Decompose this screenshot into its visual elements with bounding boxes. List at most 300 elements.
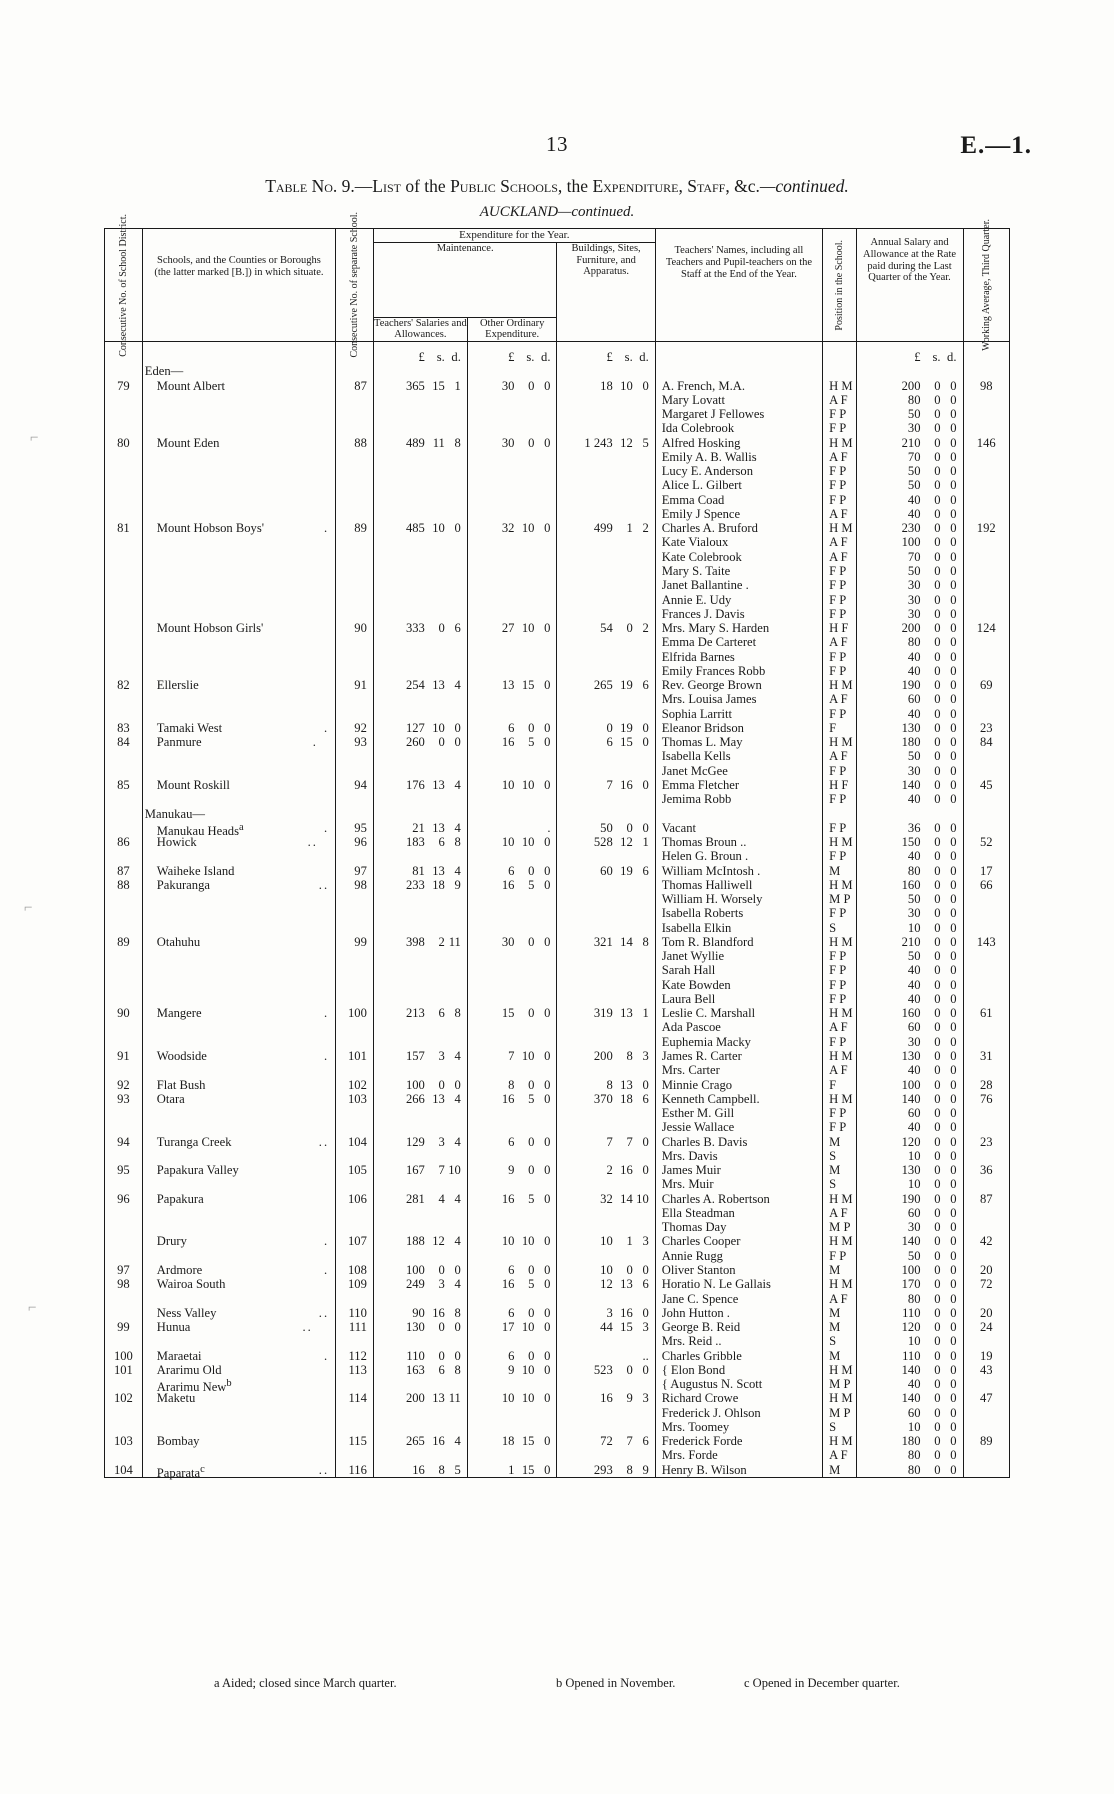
table-row: 6 15 0 bbox=[606, 735, 649, 750]
table-row bbox=[557, 906, 648, 920]
table-row: F P bbox=[829, 563, 847, 578]
table-row: £ s. d. bbox=[914, 350, 957, 364]
table-row bbox=[557, 949, 648, 963]
table-row bbox=[964, 493, 1010, 507]
table-row bbox=[964, 963, 1010, 977]
table-row: 30 0 0 bbox=[907, 578, 957, 593]
table-row bbox=[557, 664, 648, 678]
table-row: 66 bbox=[979, 877, 993, 892]
table-row bbox=[557, 535, 648, 549]
table-row: 61 bbox=[979, 1006, 993, 1021]
table-row: H M bbox=[829, 435, 853, 450]
table-row: 110 bbox=[348, 1305, 367, 1320]
table-row: F P bbox=[829, 949, 847, 964]
table-row: Elfrida Barnes bbox=[661, 649, 735, 664]
table-row bbox=[143, 393, 335, 407]
table-row: 50 0 0 bbox=[907, 464, 957, 479]
table-row: Charles Cooper bbox=[661, 1234, 741, 1249]
table-row bbox=[557, 478, 648, 492]
table-row: 50 0 0 bbox=[907, 407, 957, 422]
table-row bbox=[336, 1377, 367, 1391]
table-row: Papakura Valley bbox=[156, 1163, 239, 1178]
table-row bbox=[336, 749, 367, 763]
teacher-names bbox=[656, 342, 822, 1477]
table-row: James R. Carter bbox=[661, 1049, 742, 1064]
table-row: A F bbox=[829, 1291, 848, 1306]
col-annual-salary-label: Annual Salary and Allowance at the Rate paid during the Last Quarter of the Year. bbox=[863, 237, 957, 284]
table-row: 190 0 0 bbox=[901, 678, 957, 693]
table-row bbox=[336, 450, 367, 464]
table-row bbox=[105, 892, 142, 906]
table-row bbox=[964, 1020, 1010, 1034]
table-row: Howick .. bbox=[156, 835, 318, 850]
table-row bbox=[557, 564, 648, 578]
table-row bbox=[105, 1020, 142, 1034]
table-row: Mrs. Carter bbox=[661, 1063, 720, 1078]
table-row: 104 bbox=[113, 1462, 133, 1477]
table-row: M bbox=[829, 1320, 841, 1335]
table-row: Rev. George Brown bbox=[661, 678, 762, 693]
table-row bbox=[374, 949, 461, 963]
table-row: H M bbox=[829, 1191, 853, 1206]
table-row bbox=[468, 635, 551, 649]
table-row bbox=[336, 1063, 367, 1077]
table-row bbox=[468, 450, 551, 464]
table-row: Ellerslie bbox=[156, 678, 199, 693]
table-row bbox=[374, 1149, 461, 1163]
table-row bbox=[336, 963, 367, 977]
table-row bbox=[143, 1149, 335, 1163]
table-row: 18 10 0 bbox=[600, 378, 649, 393]
table-row bbox=[964, 478, 1010, 492]
table-row bbox=[964, 764, 1010, 778]
table-row: Isabella Elkin bbox=[661, 920, 732, 935]
table-row: 96 bbox=[117, 1191, 130, 1206]
table-row bbox=[557, 1406, 648, 1420]
table-row: M bbox=[829, 1163, 841, 1178]
table-row: Mount Hobson Girls' bbox=[156, 621, 264, 636]
table-row: F P bbox=[829, 977, 847, 992]
table-row bbox=[964, 921, 1010, 935]
table-row: 50 0 0 bbox=[907, 563, 957, 578]
table-row: Mount Roskill bbox=[156, 777, 230, 792]
table-row: Kenneth Campbell. bbox=[661, 1091, 760, 1106]
table-row bbox=[557, 892, 648, 906]
table-row bbox=[468, 1206, 551, 1220]
table-row: 8 13 0 bbox=[606, 1077, 649, 1092]
table-row: Mangere . bbox=[156, 1006, 330, 1021]
table-row: Tom R. Blandford bbox=[661, 934, 754, 949]
table-row: 210 0 0 bbox=[901, 934, 957, 949]
table-row: S bbox=[829, 1334, 837, 1349]
table-row bbox=[143, 749, 335, 763]
table-row bbox=[468, 393, 551, 407]
table-row bbox=[105, 1106, 142, 1120]
table-row: F P bbox=[829, 407, 847, 422]
table-row: £ s. d. bbox=[606, 350, 649, 364]
table-row bbox=[557, 650, 648, 664]
table-row bbox=[105, 1177, 142, 1191]
table-row: 111 bbox=[348, 1320, 367, 1335]
cell-school-col bbox=[142, 342, 335, 1478]
table-row: 40 0 0 bbox=[907, 706, 957, 721]
table-row bbox=[105, 921, 142, 935]
table-row: 233 18 9 bbox=[405, 877, 461, 892]
table-row bbox=[336, 1177, 367, 1191]
caption-etc: , &c. bbox=[725, 176, 760, 196]
table-row: M bbox=[829, 863, 841, 878]
caption-comma2: , bbox=[678, 176, 688, 196]
table-row: 92 bbox=[117, 1077, 130, 1092]
table-row bbox=[336, 1206, 367, 1220]
table-row: 80 0 0 bbox=[907, 635, 957, 650]
table-row: Mrs. Reid .. bbox=[661, 1334, 722, 1349]
table-row: 93 bbox=[117, 1091, 130, 1106]
table-row: 103 bbox=[348, 1091, 367, 1106]
table-row: 80 0 0 bbox=[907, 392, 957, 407]
table-row bbox=[374, 1249, 461, 1263]
table-row bbox=[105, 692, 142, 706]
table-row: 200 0 0 bbox=[901, 378, 957, 393]
table-row: S bbox=[829, 1419, 837, 1434]
table-row: 254 13 4 bbox=[405, 678, 461, 693]
table-row: Frances J. Davis bbox=[661, 606, 745, 621]
table-row bbox=[964, 1106, 1010, 1120]
table-row: 32 14 10 bbox=[600, 1191, 649, 1206]
table-row: Manukau— bbox=[144, 806, 205, 821]
table-row bbox=[557, 963, 648, 977]
table-row: A F bbox=[829, 749, 848, 764]
table-row bbox=[336, 892, 367, 906]
table-row bbox=[374, 992, 461, 1006]
table-row: Maraetai . bbox=[156, 1348, 330, 1363]
table-row: 6 0 0 bbox=[508, 1134, 551, 1149]
table-row: H M bbox=[829, 678, 853, 693]
table-row bbox=[336, 650, 367, 664]
table-row: 45 bbox=[979, 777, 993, 792]
table-row: 91 bbox=[354, 678, 367, 693]
table-row bbox=[374, 1106, 461, 1120]
table-row bbox=[336, 664, 367, 678]
table-row: 110 0 0 bbox=[902, 1305, 957, 1320]
table-row: £ s. d. bbox=[418, 350, 461, 364]
table-row: 110 0 0 bbox=[902, 1348, 957, 1363]
table-row bbox=[374, 749, 461, 763]
table-row: 140 0 0 bbox=[901, 1091, 957, 1106]
table-row bbox=[143, 650, 335, 664]
table-row bbox=[468, 1334, 551, 1348]
table-label: Table No. 9. bbox=[265, 176, 355, 196]
table-row: H M bbox=[829, 835, 853, 850]
table-row: 70 0 0 bbox=[907, 549, 957, 564]
table-row bbox=[964, 1149, 1010, 1163]
table-row bbox=[829, 364, 855, 378]
caption-list: List bbox=[372, 176, 401, 196]
table-row: Janet Ballantine . bbox=[661, 578, 749, 593]
table-row: H M bbox=[829, 934, 853, 949]
table-row: 40 0 0 bbox=[907, 849, 957, 864]
table-row bbox=[557, 450, 648, 464]
table-row: .. bbox=[642, 1348, 649, 1363]
table-row bbox=[374, 550, 461, 564]
table-row: 10 10 0 bbox=[501, 835, 551, 850]
table-row: 60 0 0 bbox=[907, 1405, 957, 1420]
table-row: 114 bbox=[348, 1391, 367, 1406]
table-row bbox=[143, 963, 335, 977]
table-row: John Hutton . bbox=[661, 1305, 730, 1320]
table-row bbox=[557, 992, 648, 1006]
table-row bbox=[964, 949, 1010, 963]
table-row: 80 0 0 bbox=[907, 863, 957, 878]
table-row bbox=[143, 1035, 335, 1049]
sub-caption-text: AUCKLAND—continued. bbox=[479, 204, 635, 220]
table-row: 28 bbox=[979, 1077, 993, 1092]
table-row bbox=[105, 1120, 142, 1134]
table-row bbox=[143, 707, 335, 721]
table-row bbox=[557, 607, 648, 621]
table-row: 80 bbox=[117, 435, 130, 450]
table-row bbox=[468, 749, 551, 763]
table-row: A F bbox=[829, 449, 848, 464]
table-row bbox=[964, 892, 1010, 906]
table-row: 230 0 0 bbox=[901, 521, 957, 536]
table-row: 80 0 0 bbox=[907, 1462, 957, 1477]
table-row bbox=[557, 749, 648, 763]
table-row: F P bbox=[829, 606, 847, 621]
table-row bbox=[468, 593, 551, 607]
table-row bbox=[468, 664, 551, 678]
table-row: Wairoa South bbox=[156, 1277, 226, 1292]
table-row: 92 bbox=[354, 720, 367, 735]
table-row: H M bbox=[829, 1049, 853, 1064]
table-row: 1 15 0 bbox=[508, 1462, 551, 1477]
table-row: 192 bbox=[976, 521, 996, 536]
table-row: Lucy E. Anderson bbox=[661, 464, 754, 479]
col-expenditure-year-label: Expenditure for the Year. bbox=[459, 229, 570, 241]
table-row bbox=[964, 564, 1010, 578]
table-row: 140 0 0 bbox=[901, 1362, 957, 1377]
table-row bbox=[143, 350, 335, 364]
table-row: 127 10 0 bbox=[405, 720, 461, 735]
table-row: Euphemia Macky bbox=[661, 1034, 751, 1049]
table-row: 90 16 8 bbox=[412, 1305, 461, 1320]
table-row bbox=[374, 1334, 461, 1348]
table-row bbox=[557, 421, 648, 435]
table-row bbox=[105, 821, 142, 835]
table-row bbox=[857, 807, 957, 821]
table-row bbox=[105, 1035, 142, 1049]
table-row: Papakura bbox=[156, 1191, 204, 1206]
table-row: 260 0 0 bbox=[405, 735, 461, 750]
table-row bbox=[964, 749, 1010, 763]
table-row: 91 bbox=[117, 1049, 130, 1064]
table-row: 95 bbox=[117, 1163, 130, 1178]
table-row bbox=[557, 1020, 648, 1034]
table-row: Charles B. Davis bbox=[661, 1134, 748, 1149]
table-row bbox=[964, 407, 1010, 421]
table-row: 113 bbox=[348, 1362, 367, 1377]
table-row: 499 1 2 bbox=[593, 521, 649, 536]
table-row bbox=[336, 593, 367, 607]
table-row: 76 bbox=[979, 1091, 993, 1106]
table-row: 88 bbox=[354, 435, 367, 450]
table-row bbox=[468, 1035, 551, 1049]
table-row bbox=[468, 507, 551, 521]
table-row bbox=[964, 849, 1010, 863]
table-row bbox=[105, 1334, 142, 1348]
table-row: Alice L. Gilbert bbox=[661, 478, 742, 493]
table-row bbox=[105, 792, 142, 806]
table-row bbox=[468, 1149, 551, 1163]
table-row bbox=[964, 1377, 1010, 1391]
table-row bbox=[374, 607, 461, 621]
table-row: 200 13 11 bbox=[405, 1391, 461, 1406]
cell-other-col bbox=[467, 342, 557, 1478]
table-row: Mount Albert bbox=[156, 378, 226, 393]
table-row bbox=[964, 593, 1010, 607]
table-row bbox=[964, 464, 1010, 478]
table-row: 19 bbox=[979, 1348, 993, 1363]
table-row: 88 bbox=[117, 877, 130, 892]
table-row: 40 0 0 bbox=[907, 649, 957, 664]
table-row bbox=[105, 507, 142, 521]
table-row bbox=[143, 978, 335, 992]
table-row: Turanga Creek .. bbox=[156, 1134, 330, 1149]
table-row: Annie E. Udy bbox=[661, 592, 732, 607]
table-row: 40 0 0 bbox=[907, 991, 957, 1006]
table-row: 50 0 0 bbox=[907, 1248, 957, 1263]
table-row: Ella Steadman bbox=[661, 1205, 735, 1220]
table-row: F P bbox=[829, 492, 847, 507]
table-row: 40 0 0 bbox=[907, 492, 957, 507]
margin-mark: ⌐ bbox=[30, 430, 39, 446]
table-row: Emma De Carteret bbox=[661, 635, 757, 650]
table-row: 321 14 8 bbox=[593, 934, 649, 949]
table-row: M bbox=[829, 1263, 841, 1277]
table-row bbox=[105, 807, 142, 821]
table-row bbox=[105, 1249, 142, 1263]
table-row: 79 bbox=[117, 378, 130, 393]
table-row: F P bbox=[829, 578, 847, 593]
caption-staff: Staff bbox=[687, 176, 726, 196]
table-row: H M bbox=[829, 1277, 853, 1292]
table-row: 72 7 6 bbox=[600, 1434, 649, 1449]
table-row bbox=[143, 1220, 335, 1234]
table-row bbox=[105, 350, 142, 364]
table-row: 140 0 0 bbox=[901, 777, 957, 792]
footnote-b: b Opened in November. bbox=[556, 1676, 676, 1690]
table-row: 83 bbox=[117, 720, 130, 735]
table-row: 163 6 8 bbox=[405, 1362, 461, 1377]
table-row: 82 bbox=[117, 678, 130, 693]
table-row: F P bbox=[829, 849, 847, 864]
table-row bbox=[964, 507, 1010, 521]
table-row: 112 bbox=[348, 1348, 367, 1363]
table-row: H F bbox=[829, 621, 849, 636]
table-row: 106 bbox=[348, 1191, 367, 1206]
table-row bbox=[468, 692, 551, 706]
table-row bbox=[143, 792, 335, 806]
table-row: Esther M. Gill bbox=[661, 1106, 735, 1121]
cell-average-col bbox=[963, 342, 1010, 1478]
table-row: Kate Colebrook bbox=[661, 549, 742, 564]
table-row: F P bbox=[829, 663, 847, 678]
table-row: Manukau Heads$^a$ . bbox=[156, 820, 330, 838]
table-row bbox=[105, 978, 142, 992]
table-row bbox=[143, 1120, 335, 1134]
table-row: 85 bbox=[117, 777, 130, 792]
table-row bbox=[143, 578, 335, 592]
table-row: H M bbox=[829, 521, 853, 536]
table-row: Eden— bbox=[144, 364, 184, 379]
table-row: 370 18 6 bbox=[593, 1091, 649, 1106]
table-row bbox=[374, 1220, 461, 1234]
table-row: A F bbox=[829, 692, 848, 707]
table-row: 124 bbox=[976, 621, 996, 636]
table-row: Isabella Roberts bbox=[661, 906, 744, 921]
table-row: £ s. d. bbox=[508, 350, 551, 364]
table-row: H F bbox=[829, 777, 849, 792]
table-row: Mrs. Muir bbox=[661, 1177, 714, 1192]
table-row bbox=[964, 1292, 1010, 1306]
table-row bbox=[374, 464, 461, 478]
table-row: 398 2 11 bbox=[405, 934, 461, 949]
table-row: 86 bbox=[117, 835, 130, 850]
table-row: A F bbox=[829, 1205, 848, 1220]
table-row: 523 0 0 bbox=[593, 1362, 649, 1377]
table-row bbox=[557, 1334, 648, 1348]
table-row: 143 bbox=[976, 934, 996, 949]
table-row: 20 bbox=[979, 1263, 993, 1277]
table-row bbox=[557, 1177, 648, 1191]
table-row: F bbox=[829, 720, 837, 735]
table-row: George B. Reid bbox=[661, 1320, 741, 1335]
table-row: Emily A. B. Wallis bbox=[661, 449, 757, 464]
table-row bbox=[105, 1234, 142, 1248]
table-row bbox=[964, 1035, 1010, 1049]
document-code: E.—1. bbox=[960, 132, 1032, 159]
table-row: 10 0 0 bbox=[907, 1148, 957, 1163]
table-row bbox=[105, 1420, 142, 1434]
table-row: M P bbox=[829, 1220, 851, 1235]
table-row bbox=[468, 1377, 551, 1391]
table-row: A F bbox=[829, 635, 848, 650]
table-row: A F bbox=[829, 1448, 848, 1463]
table-row: Otahuhu bbox=[156, 934, 201, 949]
table-row bbox=[468, 807, 551, 821]
table-row bbox=[105, 564, 142, 578]
table-row bbox=[105, 1292, 142, 1306]
table-row: H M bbox=[829, 877, 853, 892]
col-other-ordinary-label: Other Ordinary Expenditure. bbox=[479, 317, 545, 341]
col-expenditure-year bbox=[373, 229, 655, 243]
table-row: Emma Fletcher bbox=[661, 777, 740, 792]
table-row bbox=[468, 1220, 551, 1234]
table-caption bbox=[0, 176, 1114, 197]
table-row: Maketu bbox=[156, 1391, 196, 1406]
table-row bbox=[336, 493, 367, 507]
table-row: Mary Lovatt bbox=[661, 392, 726, 407]
table-row bbox=[468, 478, 551, 492]
table-row: 40 0 0 bbox=[907, 963, 957, 978]
table-row bbox=[143, 664, 335, 678]
table-row: 21 13 4 bbox=[412, 820, 461, 835]
table-row bbox=[964, 1249, 1010, 1263]
table-row: 30 0 0 bbox=[501, 435, 551, 450]
table-row: 281 4 4 bbox=[405, 1191, 461, 1206]
table-row: William McIntosh . bbox=[661, 863, 761, 878]
table-row bbox=[105, 364, 142, 378]
